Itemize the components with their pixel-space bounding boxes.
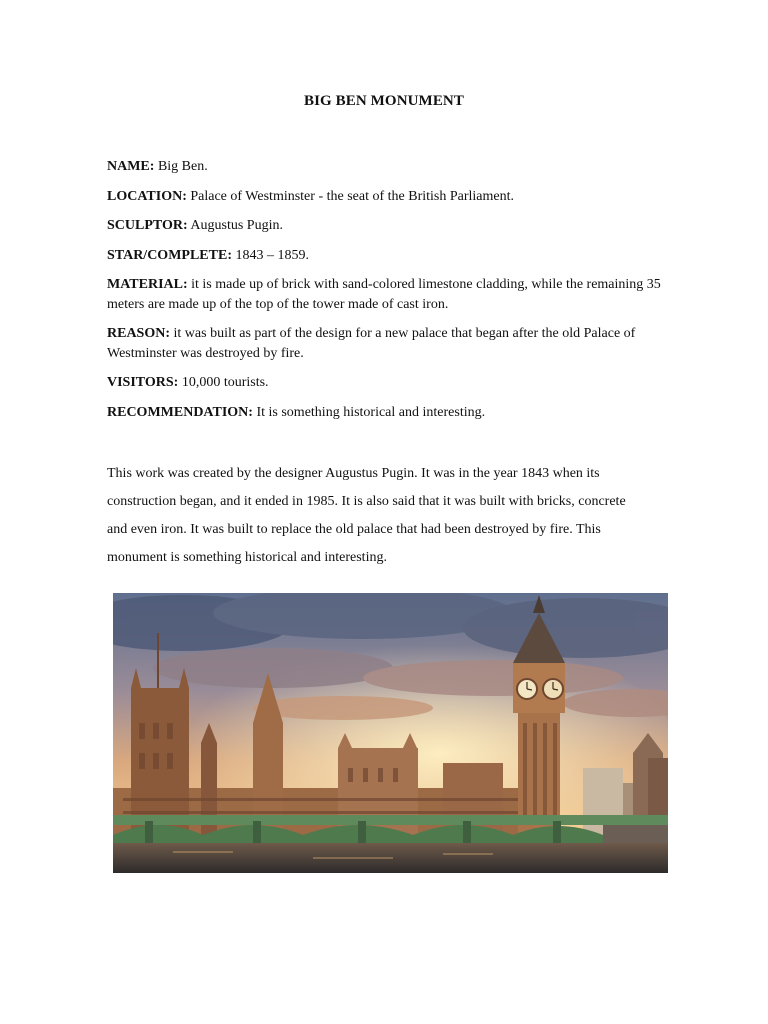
field-recommendation bbox=[107, 403, 667, 423]
body-paragraph: This work was created by the designer Augustus Pugin. It was in the year 1843 when its construction began, and it ended in 1985. It is also said that it was built with bricks, concrete and even iron. It was built to replace the old palace that had been destroyed by fire. This monument is something historical and interesting. bbox=[107, 466, 626, 565]
field-value: Augustus Pugin. bbox=[190, 218, 283, 233]
field-name bbox=[107, 157, 667, 177]
field-star-complete bbox=[107, 246, 667, 266]
field-value: 1843 – 1859. bbox=[235, 247, 309, 263]
big-ben-photo bbox=[113, 593, 668, 873]
field-label: STAR/COMPLETE: bbox=[107, 247, 232, 263]
field-label: MATERIAL: bbox=[107, 277, 188, 292]
field-location bbox=[107, 187, 667, 207]
field-label: REASON: bbox=[107, 326, 171, 341]
field-sculptor bbox=[107, 216, 667, 236]
field-label: LOCATION: bbox=[107, 188, 187, 204]
photo-illustration bbox=[113, 593, 668, 873]
document-title: BIG BEN MONUMENT bbox=[304, 93, 464, 109]
field-visitors bbox=[107, 373, 667, 393]
field-label: NAME: bbox=[107, 159, 155, 174]
field-value: Palace of Westminster - the seat of the British Parliament. bbox=[190, 188, 514, 204]
field-value: it is made up of brick with sand-colored limestone cladding, while the remaining 35 meters are made up of the top of the tower made of cast iron. bbox=[107, 277, 661, 312]
field-label: RECOMMENDATION: bbox=[107, 404, 253, 420]
field-value: Big Ben. bbox=[157, 159, 208, 174]
field-value: 10,000 tourists. bbox=[181, 375, 269, 390]
field-material bbox=[107, 275, 667, 314]
field-label: VISITORS: bbox=[107, 375, 179, 390]
fact-list bbox=[107, 157, 667, 432]
field-value: it was built as part of the design for a new palace that began after the old Palace of Westminster was destroyed by fire. bbox=[107, 326, 636, 361]
field-value: It is something historical and interesting. bbox=[256, 404, 486, 420]
field-reason bbox=[107, 324, 667, 363]
field-label: SCULPTOR: bbox=[107, 218, 188, 233]
